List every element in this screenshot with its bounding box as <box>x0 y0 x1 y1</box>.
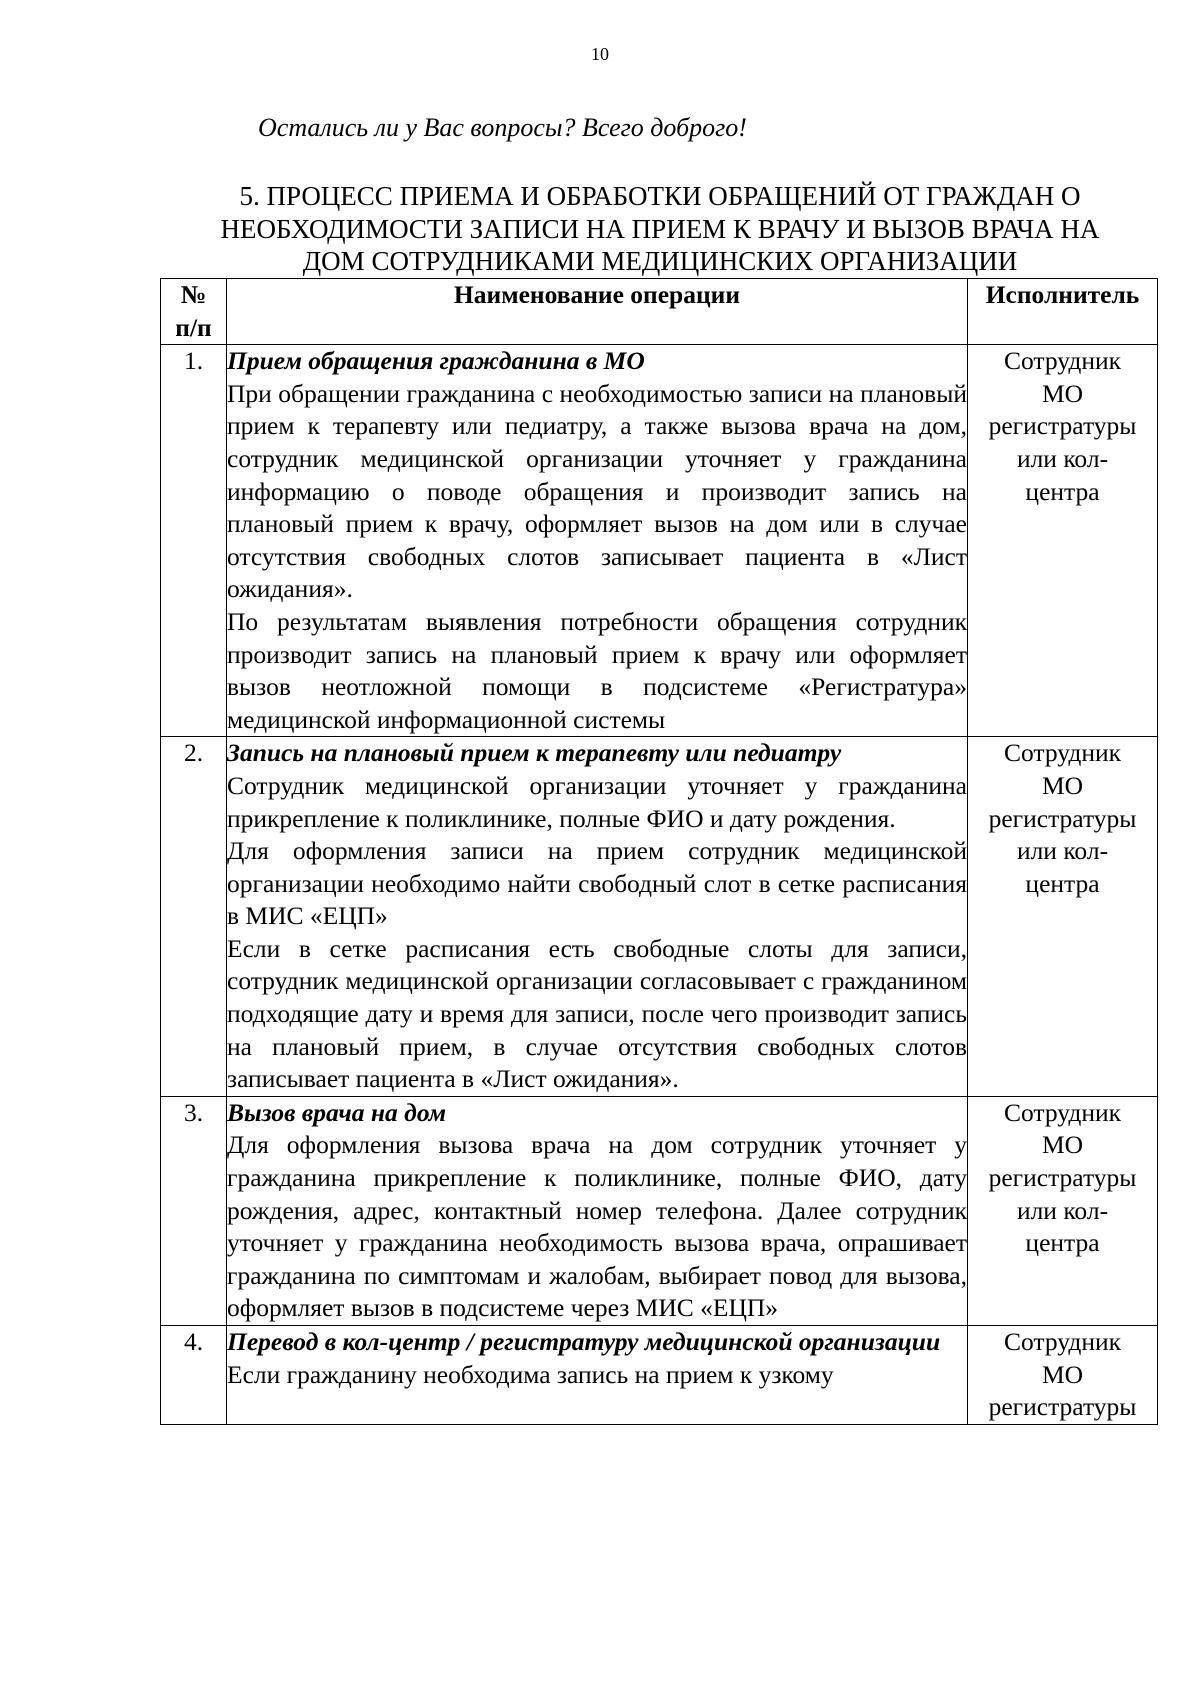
executor-line: центра <box>1025 1228 1100 1258</box>
page-number: 10 <box>591 44 609 64</box>
executor-cell <box>968 345 1158 737</box>
operation-cell <box>227 737 968 1097</box>
operation-title: Вызов врача на дом <box>227 1097 447 1127</box>
table-row <box>161 1096 1158 1325</box>
closing-text: Остались ли у Вас вопросы? Всего доброго! <box>258 113 747 142</box>
header-operation: Наименование операции <box>227 279 968 345</box>
executor-line: регистратуры <box>988 1392 1137 1422</box>
row-number: 4. <box>161 1326 227 1425</box>
table-row <box>161 1326 1158 1425</box>
operation-cell <box>227 1326 968 1425</box>
executor-line: центра <box>1025 476 1100 506</box>
executor-line: Сотрудник <box>1003 738 1122 768</box>
operation-cell <box>227 1096 968 1325</box>
executor-cell <box>968 1326 1158 1425</box>
executor-cell <box>968 1096 1158 1325</box>
executor-line: МО <box>1041 770 1084 800</box>
executor-line: МО <box>1041 378 1084 408</box>
executor-line: МО <box>1041 1130 1084 1160</box>
header-number-line2: п/п <box>175 312 212 342</box>
row-number: 2. <box>161 737 227 1097</box>
operation-cell <box>227 345 968 737</box>
header-executor: Исполнитель <box>968 279 1158 345</box>
executor-line: Сотрудник <box>1003 346 1122 376</box>
heading-line: НЕОБХОДИМОСТИ ЗАПИСИ НА ПРИЕМ К ВРАЧУ И ВЫЗОВ ВРАЧА НА <box>220 213 1100 244</box>
executor-line: регистратуры <box>988 411 1137 441</box>
executor-line: или кол- <box>1016 1195 1109 1225</box>
row-number: 1. <box>161 345 227 737</box>
operations-table <box>160 278 1158 1425</box>
heading-line: 5. ПРОЦЕСС ПРИЕМА И ОБРАБОТКИ ОБРАЩЕНИЙ ОТ ГРАЖДАН О <box>239 181 1081 211</box>
executor-line: или кол- <box>1016 443 1109 473</box>
table-row <box>161 345 1158 737</box>
row-number: 3. <box>161 1096 227 1325</box>
executor-line: или кол- <box>1016 836 1109 866</box>
executor-line: Сотрудник <box>1003 1327 1122 1356</box>
operation-paragraph: Если в сетке расписания есть свободные слоты для записи, сотрудник медицинской организации согласовывает с гражданином подходящие дату и время для записи, после чего производит запись на плановый прием, в случае отсутствия свободных слотов записывает пациента в «Лист ожидания». <box>227 933 967 1094</box>
operation-title: Перевод в кол-центр / регистратуру медицинской организации <box>227 1327 941 1356</box>
operation-paragraph: Сотрудник медицинской организации уточняет у гражданина прикрепление к поликлинике, полные ФИО и дату рождения. <box>227 770 967 833</box>
executor-line: центра <box>1025 868 1100 898</box>
executor-line: Сотрудник <box>1003 1097 1122 1127</box>
table-row <box>161 737 1158 1097</box>
operation-paragraph: Для оформления вызова врача на дом сотрудник уточняет у гражданина прикрепление к поликлинике, полные ФИО, дату рождения, адрес, контактный номер телефона. Далее сотрудник уточняет у гражданина необходимость вызова врача, опрашивает гражданина по симптомам и жалобам, выбирает повод для вызова, оформляет вызов в подсистеме через МИС «ЕЦП» <box>227 1130 967 1323</box>
operation-paragraph: Для оформления записи на прием сотрудник медицинской организации необходимо найти свободный слот в сетке расписания в МИС «ЕЦП» <box>227 836 967 931</box>
operation-paragraph: При обращении гражданина с необходимостью записи на плановый прием к терапевту или педиатру, а также вызова врача на дом, сотрудник медицинской организации уточняет у гражданина информацию о поводе обращения и производит запись на плановый прием к врачу, оформляет вызов на дом или в случае отсутствия свободных слотов записывает пациента в «Лист ожидания». <box>227 378 967 604</box>
executor-line: МО <box>1041 1359 1084 1389</box>
operation-title: Запись на плановый прием к терапевту или педиатру <box>227 738 842 768</box>
operation-paragraph: По результатам выявления потребности обращения сотрудник производит запись на плановый прием к врачу или оформляет вызов неотложной помощи в подсистеме «Регистратура» медицинской информационной системы <box>227 606 967 734</box>
operation-title: Прием обращения гражданина в МО <box>227 346 645 376</box>
header-number-line1: № <box>180 280 207 309</box>
header-number <box>161 279 227 345</box>
executor-cell <box>968 737 1158 1097</box>
executor-line: регистратуры <box>988 1163 1137 1193</box>
table-header-row <box>161 279 1158 345</box>
section-heading <box>160 180 1160 278</box>
heading-line: ДОМ СОТРУДНИКАМИ МЕДИЦИНСКИХ ОРГАНИЗАЦИИ <box>302 246 1018 276</box>
operation-paragraph: Если гражданину необходима запись на прием к узкому <box>227 1359 834 1389</box>
executor-line: регистратуры <box>988 803 1137 833</box>
table-body <box>161 345 1158 1425</box>
